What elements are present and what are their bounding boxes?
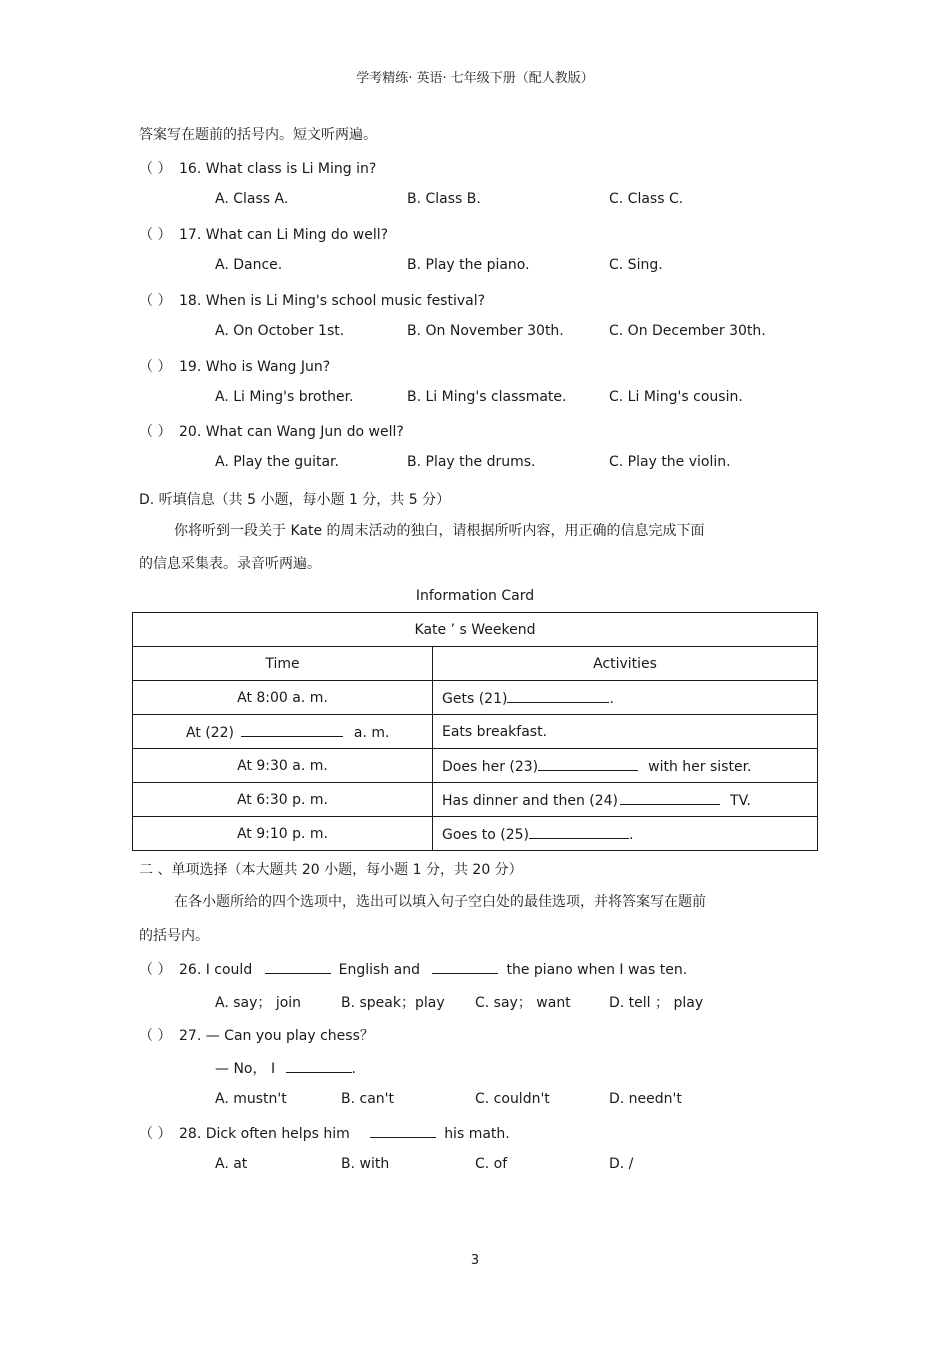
option: D. tell ； play [609, 995, 704, 1011]
activity-cell: Gets (21) . [433, 681, 818, 715]
option: A. On October 1st. [215, 323, 345, 339]
question-27-response: — No， I . [215, 1058, 356, 1078]
section-d-title: D. 听填信息（共 5 小题，每小题 1 分，共 5 分） [139, 492, 451, 508]
activity-cell: Does her (23) with her sister. [433, 749, 818, 783]
part-two-title: 二 、单项选择（本大题共 20 小题，每小题 1 分，共 20 分） [139, 862, 523, 878]
question-16: （ ） 16. What class is Li Ming in? [139, 158, 376, 178]
option: B. can't [341, 1091, 394, 1107]
option: B. On November 30th. [407, 323, 564, 339]
blank-27[interactable] [286, 1058, 352, 1073]
blank-25[interactable] [529, 824, 629, 839]
activity-cell: Goes to (25) . [433, 817, 818, 851]
question-27: （ ） 27. — Can you play chess？ [139, 1025, 374, 1045]
option: D. / [609, 1156, 634, 1172]
column-header-time: Time [133, 647, 433, 681]
intro-line: 答案写在题前的括号内。短文听两遍。 [139, 127, 377, 143]
option: D. needn't [609, 1091, 682, 1107]
option: B. Play the drums. [407, 454, 536, 470]
answer-paren[interactable]: （ ） [139, 161, 172, 177]
question-28: （ ） 28. Dick often helps him his math. [139, 1123, 510, 1143]
option: A. Play the guitar. [215, 454, 339, 470]
option: C. Li Ming's cousin. [609, 389, 743, 405]
answer-paren[interactable]: （ ） [139, 424, 172, 440]
time-cell: At 9:30 a. m. [133, 749, 433, 783]
option: C. Class C. [609, 191, 684, 207]
question-17: （ ） 17. What can Li Ming do well? [139, 224, 388, 244]
option: A. Li Ming's brother. [215, 389, 354, 405]
page-header: 学考精练· 英语· 七年级下册（配人教版） [356, 71, 594, 86]
option: B. with [341, 1156, 390, 1172]
information-card-table [132, 612, 818, 851]
answer-paren[interactable]: （ ） [139, 962, 172, 978]
option: C. say； want [475, 995, 571, 1011]
card-heading: Kate ’ s Weekend [133, 613, 818, 647]
answer-paren[interactable]: （ ） [139, 359, 172, 375]
option: A. say； join [215, 995, 302, 1011]
time-cell: At 6:30 p. m. [133, 783, 433, 817]
table-row [133, 783, 818, 817]
option: B. Class B. [407, 191, 481, 207]
part-two-instruction-cont: 的括号内。 [139, 928, 209, 944]
card-caption: Information Card [415, 588, 535, 604]
time-cell: At 8:00 a. m. [133, 681, 433, 715]
option: C. Play the violin. [609, 454, 731, 470]
section-d-instruction: 你将听到一段关于 Kate 的周末活动的独白，请根据所听内容，用正确的信息完成下面 [174, 523, 705, 539]
activity-cell: Eats breakfast. [433, 715, 818, 749]
table-row [133, 681, 818, 715]
option: A. mustn't [215, 1091, 287, 1107]
time-cell: At 9:10 p. m. [133, 817, 433, 851]
option: A. at [215, 1156, 248, 1172]
option: C. of [475, 1156, 508, 1172]
question-20: （ ） 20. What can Wang Jun do well? [139, 421, 404, 441]
option: B. Play the piano. [407, 257, 530, 273]
option: A. Class A. [215, 191, 289, 207]
blank-21[interactable] [507, 688, 609, 703]
table-row [133, 647, 818, 681]
answer-paren[interactable]: （ ） [139, 1028, 172, 1044]
question-26: （ ） 26. I could English and the piano when I was ten. [139, 959, 687, 979]
answer-paren[interactable]: （ ） [139, 293, 172, 309]
option: B. Li Ming's classmate. [407, 389, 567, 405]
page-number: 3 [470, 1253, 480, 1268]
option: C. Sing. [609, 257, 663, 273]
blank-26a[interactable] [265, 959, 331, 974]
blank-24[interactable] [620, 790, 720, 805]
question-18: （ ） 18. When is Li Ming's school music festival? [139, 290, 485, 310]
option: A. Dance. [215, 257, 283, 273]
blank-23[interactable] [538, 756, 638, 771]
option: C. On December 30th. [609, 323, 766, 339]
answer-paren[interactable]: （ ） [139, 1126, 172, 1142]
table-row [133, 715, 818, 749]
option: B. speak；play [341, 995, 445, 1011]
blank-22[interactable] [241, 722, 343, 737]
table-row [133, 749, 818, 783]
table-row [133, 613, 818, 647]
question-19: （ ） 19. Who is Wang Jun? [139, 356, 330, 376]
part-two-instruction: 在各小题所给的四个选项中，选出可以填入句子空白处的最佳选项，并将答案写在题前 [174, 894, 706, 910]
table-row [133, 817, 818, 851]
answer-paren[interactable]: （ ） [139, 227, 172, 243]
option: C. couldn't [475, 1091, 550, 1107]
blank-28[interactable] [370, 1123, 436, 1138]
column-header-activities: Activities [433, 647, 818, 681]
activity-cell: Has dinner and then (24) TV. [433, 783, 818, 817]
section-d-instruction-cont: 的信息采集表。录音听两遍。 [139, 556, 321, 572]
time-cell: At (22) a. m. [133, 715, 433, 749]
blank-26b[interactable] [432, 959, 498, 974]
